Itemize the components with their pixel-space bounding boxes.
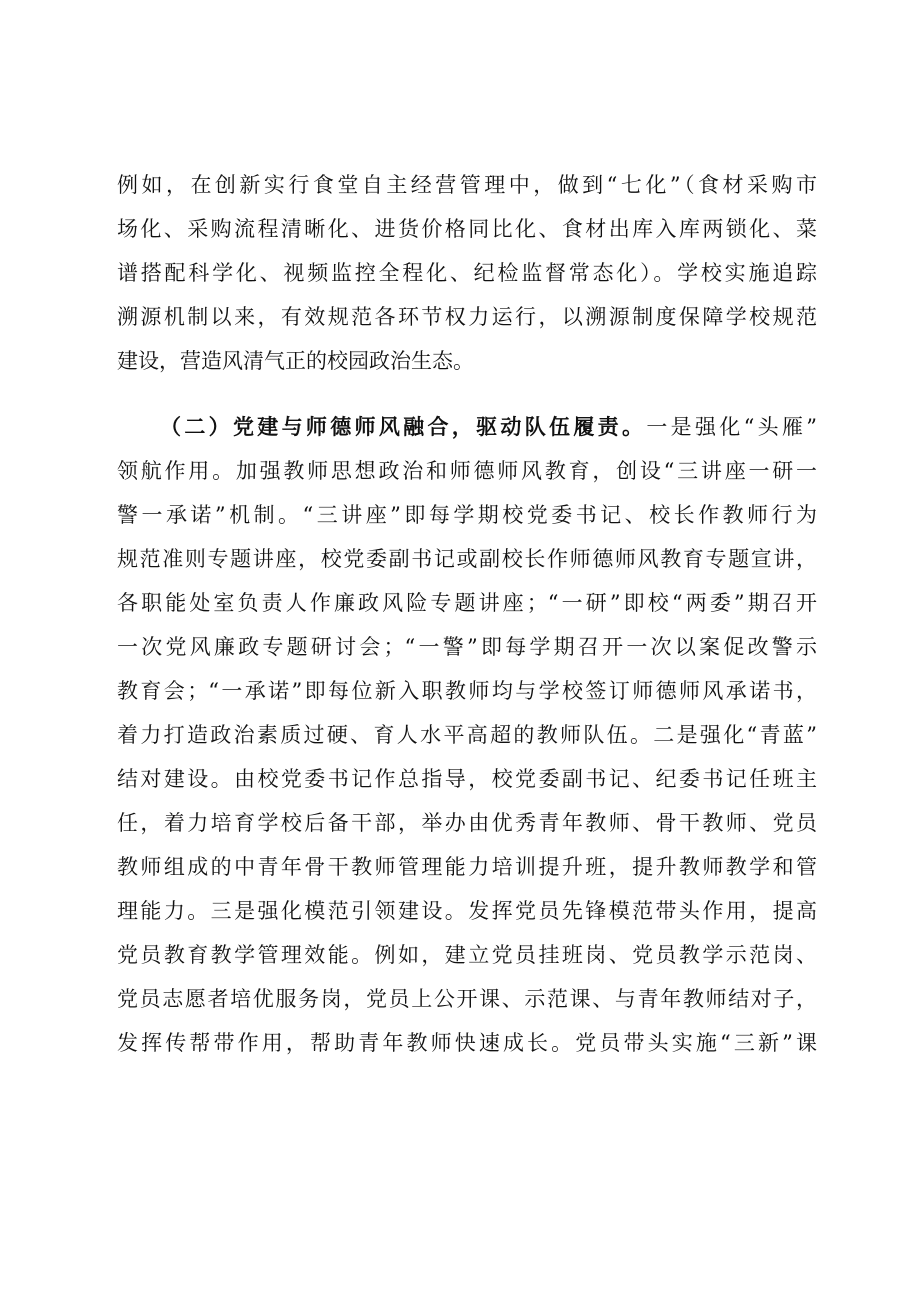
paragraph-2-line-2: 领航作用。加强教师思想政治和师德师风教育，创设“三讲座一研一 <box>117 459 817 483</box>
paragraph-1-line-1: 例如，在创新实行食堂自主经营管理中，做到“七化”（食材采购市 <box>117 173 817 197</box>
section-heading: （二）党建与师德师风融合，驱动队伍履责。 <box>160 414 647 439</box>
paragraph-2-line-8: 着力打造政治素质过硬、育人水平高超的教师队伍。二是强化“青蓝” <box>117 723 817 747</box>
paragraph-2-line-3: 警一承诺”机制。“三讲座”即每学期校党委书记、校长作教师行为 <box>117 503 817 527</box>
paragraph-2-line-11: 教师组成的中青年骨干教师管理能力培训提升班，提升教师教学和管 <box>117 855 817 879</box>
paragraph-2-line-15: 发挥传帮带作用，帮助青年教师快速成长。党员带头实施“三新”课 <box>117 1031 817 1055</box>
paragraph-2-line-10: 任，着力培育学校后备干部，举办由优秀青年教师、骨干教师、党员 <box>117 811 817 835</box>
paragraph-2-line-9: 结对建设。由校党委书记作总指导，校党委副书记、纪委书记任班主 <box>117 767 817 791</box>
paragraph-2-line-4: 规范准则专题讲座，校党委副书记或副校长作师德师风教育专题宣讲， <box>117 547 817 571</box>
paragraph-1-line-2: 场化、采购流程清晰化、进货价格同比化、食材出库入库两锁化、菜 <box>117 217 817 241</box>
paragraph-2-line-5: 各职能处室负责人作廉政风险专题讲座；“一研”即校“两委”期召开 <box>117 591 817 615</box>
paragraph-2-line-13: 党员教育教学管理效能。例如，建立党员挂班岗、党员教学示范岗、 <box>117 943 817 967</box>
paragraph-1-line-3: 谱搭配科学化、视频监控全程化、纪检监督常态化）。学校实施追踪 <box>117 261 817 285</box>
paragraph-1-line-4: 溯源机制以来，有效规范各环节权力运行，以溯源制度保障学校规范 <box>117 305 817 329</box>
paragraph-2-line-7: 教育会；“一承诺”即每位新入职教师均与学校签订师德师风承诺书， <box>117 679 817 703</box>
paragraph-2-line-12: 理能力。三是强化模范引领建设。发挥党员先锋模范带头作用，提高 <box>117 899 817 923</box>
paragraph-2-first-line-text: 一是强化“头雁” <box>646 415 817 439</box>
paragraph-2-first-line <box>160 405 817 449</box>
paragraph-1-line-5: 建设，营造风清气正的校园政治生态。 <box>117 349 474 373</box>
paragraph-2-line-14: 党员志愿者培优服务岗，党员上公开课、示范课、与青年教师结对子， <box>117 987 817 1011</box>
paragraph-2-line-6: 一次党风廉政专题研讨会；“一警”即每学期召开一次以案促改警示 <box>117 635 817 659</box>
